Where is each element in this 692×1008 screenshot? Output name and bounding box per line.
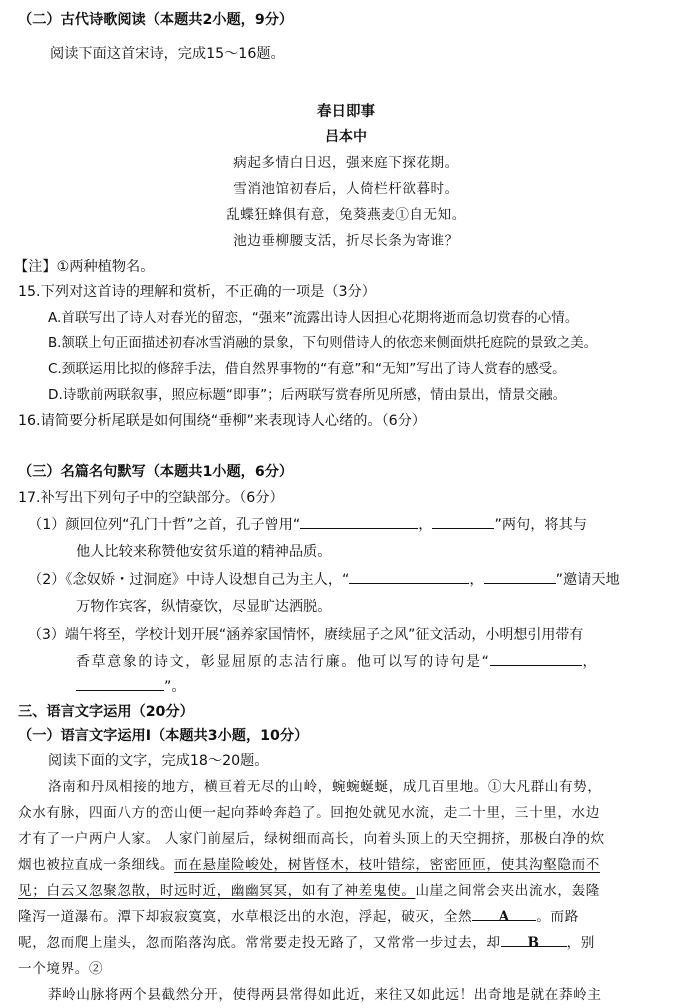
passage-line: 才有了一户两户人家。 人家门前屋后，绿树细而高长，向着头顶上的天空拥挤，那极白净的炊 [18, 831, 605, 847]
question-17-stem: 17.补写出下列句子中的空缺部分。（6分） [18, 490, 284, 506]
subsection-heading-language-1: （一）语言文字运用Ⅰ（本题共3小题，10分） [18, 728, 309, 744]
language-instruction: 阅读下面的文字，完成18～20题。 [48, 753, 269, 769]
dictation-item-3: （3）端午将至，学校计划开展“涵养家国情怀，赓续屈子之风”征文活动，小明想引用带有 [28, 627, 584, 643]
underlined-sentence: 见；白云又忽聚忽散，时远时近，幽幽冥冥，如有了神差鬼使。 [18, 883, 416, 899]
blank-a[interactable]: A [472, 907, 536, 921]
passage-line: 见；白云又忽聚忽散，时远时近，幽幽冥冥，如有了神差鬼使。山崖之间常会夹出流水，轰隆 [18, 883, 600, 899]
poetry-instruction: 阅读下面这首宋诗，完成15～16题。 [50, 46, 285, 62]
question-15-option-c: C.颈联运用比拟的修辞手法，借自然界事物的“有意”和“无知”写出了诗人赏春的感受。 [48, 361, 566, 377]
poem-line: 病起多情白日迟，强来庭下探花期。 [233, 155, 459, 171]
blank-b[interactable]: B [501, 933, 567, 947]
answer-blank[interactable] [300, 515, 418, 529]
answer-blank[interactable] [349, 570, 469, 584]
passage-line: 呢，忽而爬上崖头，忽而陷落沟底。常常要走投无路了，又常常一步过去，却 B ，别 [18, 935, 595, 951]
answer-blank[interactable] [76, 677, 164, 691]
poem-line: 乱蝶狂蜂俱有意，兔葵燕麦①自无知。 [226, 207, 466, 223]
dictation-item-3-end: ”。 [76, 677, 186, 697]
section-heading-dictation: （三）名篇名句默写（本题共1小题，6分） [18, 464, 294, 480]
passage-line: 一个境界。② [18, 961, 104, 977]
dictation-item-1: （1）颜回位列“孔门十哲”之首，孔子曾用“ ， ”两句，将其与 [28, 517, 587, 533]
passage-line: 洛南和丹凤相接的地方，横亘着无尽的山岭，蜿蜿蜒蜒，成几百里地。①大凡群山有势， [48, 779, 602, 795]
question-16-stem: 16.请简要分析尾联是如何围绕“垂柳”来表现诗人心绪的。（6分） [18, 413, 427, 429]
answer-blank[interactable] [490, 652, 582, 666]
poem-line: 雪消池馆初春后，人倚栏杆欲暮时。 [233, 181, 459, 197]
answer-blank[interactable] [484, 570, 556, 584]
question-15-stem: 15.下列对这首诗的理解和赏析，不正确的一项是（3分） [18, 284, 376, 300]
passage-line: 隆泻一道瀑布。潭下却寂寂寞寞，水草根泛出的水泡，浮起，破灭，全然 A 。而路 [18, 909, 579, 925]
section-heading-poetry: （二）古代诗歌阅读（本题共2小题，9分） [18, 12, 294, 28]
poem-note: 【注】①两种植物名。 [14, 259, 155, 275]
question-15-option-a: A.首联写出了诗人对春光的留恋，“强来”流露出诗人因担心花期将逝而急切赏春的心情。 [48, 310, 579, 326]
dictation-item-2: （2）《念奴娇・过洞庭》中诗人设想自己为主人，“ ， ”邀请天地 [28, 572, 620, 588]
passage-line: 众水有脉，四面八方的峦山便一起向莽岭奔趋了。回抱处就见水流，走二十里，三十里，水边 [18, 805, 600, 821]
passage-line: 莽岭山脉将两个县截然分开，使得两县常得如此近，来往又如此远！出奇地是就在莽岭主 [48, 987, 602, 1003]
part-heading-language: 三、语言文字运用（20分） [18, 704, 194, 720]
dictation-item-2-cont: 万物作宾客，纵情豪饮，尽显旷达洒脱。 [76, 599, 332, 615]
passage-line: 烟也被拉直成一条细线。而在悬崖险峻处，树皆怪木，枝叶错综，密密匝匝，使其沟壑隐而不 [18, 857, 600, 873]
poem-author: 吕本中 [325, 129, 367, 145]
dictation-item-1-cont: 他人比较来称赞他安贫乐道的精神品质。 [76, 544, 332, 560]
underlined-sentence: 而在悬崖险峻处，树皆怪木，枝叶错综，密密匝匝，使其沟壑隐而不 [174, 857, 600, 873]
poem-title: 春日即事 [317, 103, 375, 120]
poem-line: 池边垂柳腰支活，折尽长条为寄谁？ [233, 233, 459, 249]
answer-blank[interactable] [432, 515, 494, 529]
dictation-item-3-cont: 香草意象的诗文，彰显屈原的志洁行廉。他可以写的诗句是“ ， [76, 654, 599, 670]
question-15-option-b: B.颔联上句正面描述初春冰雪消融的景象，下句则借诗人的依恋来侧面烘托庭院的景致之美。 [48, 336, 598, 351]
question-15-option-d: D.诗歌前两联叙事，照应标题“即事”；后两联写赏春所见所感，情由景出，情景交融。 [48, 387, 567, 403]
